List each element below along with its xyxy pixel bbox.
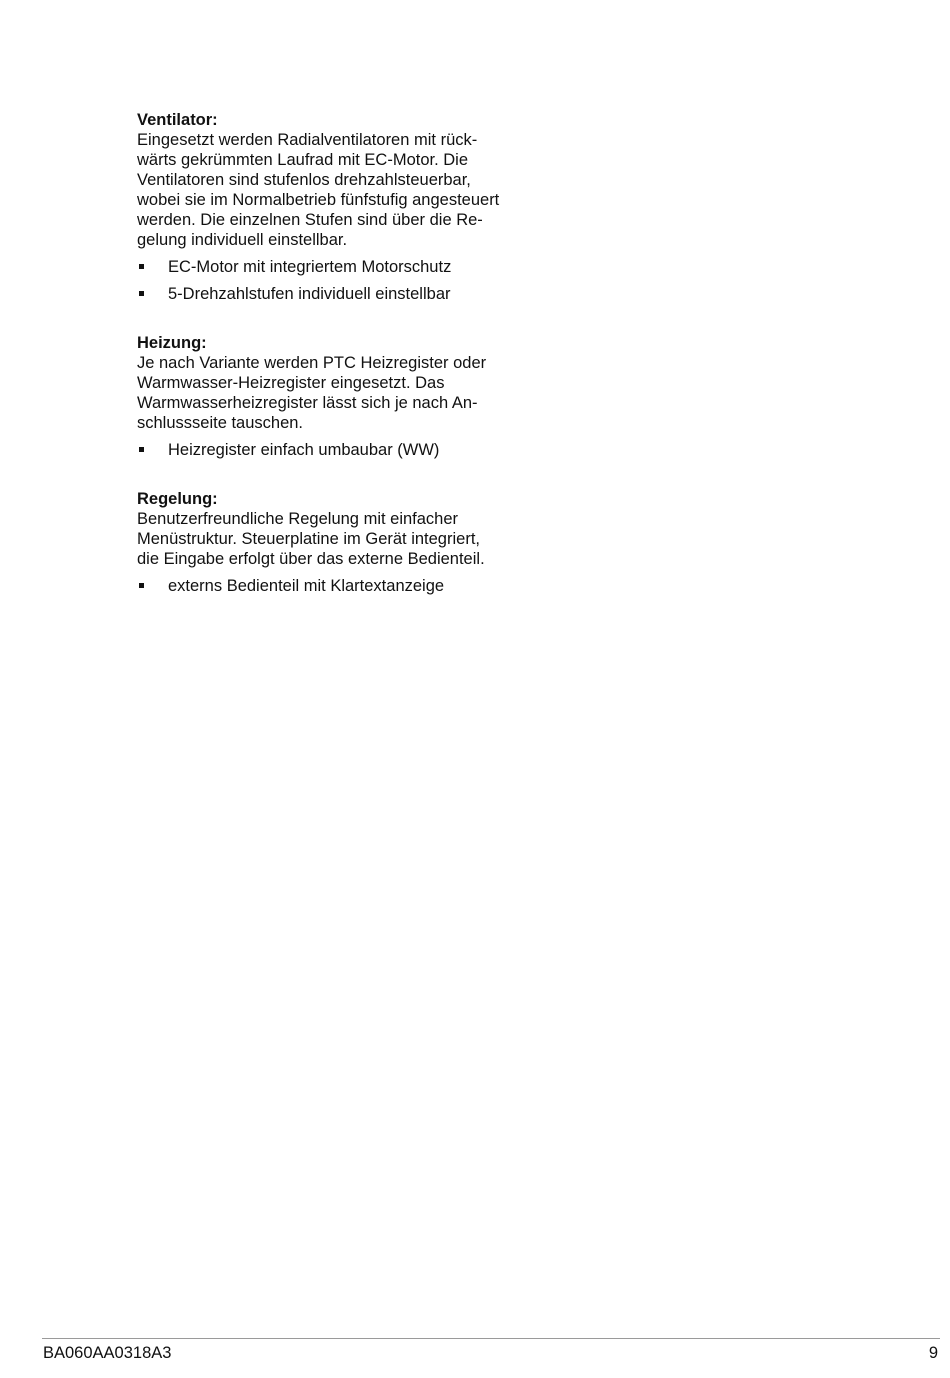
paragraph-line: gelung individuell einstellbar. [137,231,348,249]
list-item [137,284,537,304]
square-bullet-icon [139,447,144,452]
square-bullet-icon [139,583,144,588]
paragraph-line: Je nach Variante werden PTC Heizregister oder [137,354,487,372]
section-heizung [137,333,537,460]
footer-divider [42,1338,940,1339]
list-item-text: Heizregister einfach umbaubar (WW) [168,441,440,459]
section-paragraph [137,353,537,433]
bullet-list [137,576,537,596]
paragraph-line: wärts gekrümmten Laufrad mit EC-Motor. Die [137,151,469,169]
square-bullet-icon [139,264,144,269]
paragraph-line: Ventilatoren sind stufenlos drehzahlsteuerbar, [137,171,471,189]
bullet-list [137,440,537,460]
section-heading: Regelung: [137,490,218,508]
bullet-list [137,257,537,304]
section-ventilator [137,110,537,304]
list-item-text: EC-Motor mit integriertem Motorschutz [168,258,452,276]
footer-doc-code: BA060AA0318A3 [43,1344,172,1362]
list-item [137,576,537,596]
paragraph-line: Warmwasser-Heizregister eingesetzt. Das [137,374,445,392]
square-bullet-icon [139,291,144,296]
paragraph-line: die Eingabe erfolgt über das externe Bedienteil. [137,550,485,568]
paragraph-line: Menüstruktur. Steuerplatine im Gerät integriert, [137,530,480,548]
section-paragraph [137,509,537,569]
list-item [137,257,537,277]
document-body [137,110,537,603]
list-item-text: externs Bedienteil mit Klartextanzeige [168,577,445,595]
paragraph-line: Warmwasserheizregister lässt sich je nach An- [137,394,478,412]
list-item [137,440,537,460]
section-regelung [137,489,537,596]
paragraph-line: schlussseite tauschen. [137,414,304,432]
section-heading: Ventilator: [137,111,218,129]
footer-page-number: 9 [928,1344,938,1362]
paragraph-line: werden. Die einzelnen Stufen sind über die Re- [137,211,483,229]
paragraph-line: wobei sie im Normalbetrieb fünfstufig angesteuert [137,191,500,209]
section-heading: Heizung: [137,334,207,352]
paragraph-line: Eingesetzt werden Radialventilatoren mit rück- [137,131,478,149]
paragraph-line: Benutzerfreundliche Regelung mit einfacher [137,510,459,528]
list-item-text: 5-Drehzahlstufen individuell einstellbar [168,285,451,303]
section-paragraph [137,130,537,250]
